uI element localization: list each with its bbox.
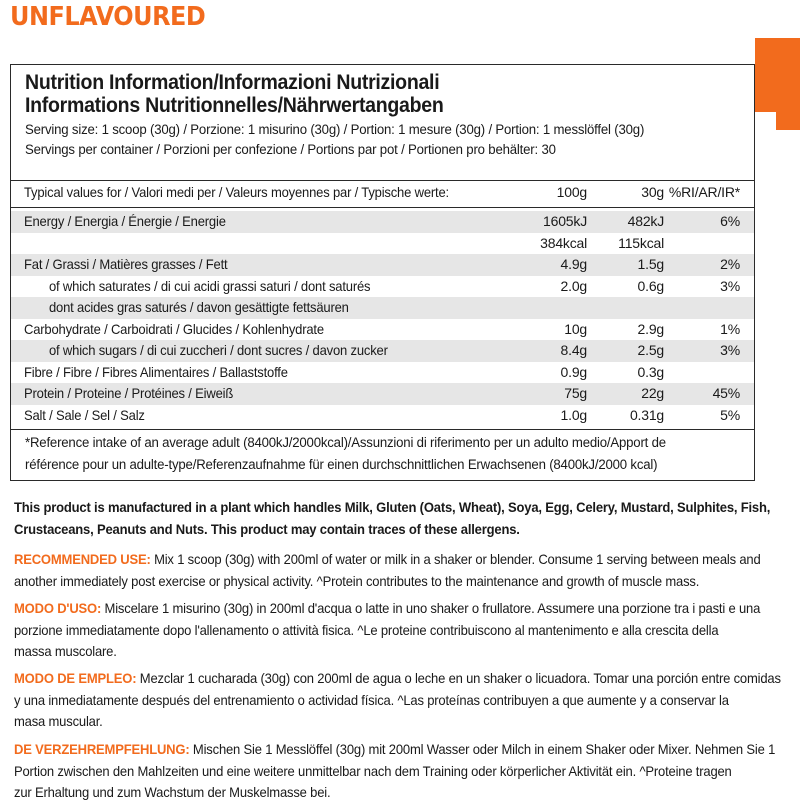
footnote-line: référence pour un adulte-type/Referenzaufnahme für einen durchschnittlichen Erwachsenen (8400kJ/2000 kcal) [25,456,658,473]
usage-es [14,668,794,733]
row-value-ri: 5% [720,406,740,423]
usage-text: zur Erhaltung und zum Wachstum der Muskelmasse bei. [14,784,331,800]
serving-size: Serving size: 1 scoop (30g) / Porzione: 1 misurino (30g) / Portion: 1 mesure (30g) / Portion: 1 messlöffel (30g) [25,122,645,138]
table-row [11,276,754,298]
row-label: Protein / Proteine / Protéines / Eiweiß [24,385,234,401]
nutrition-values-table [11,211,754,426]
row-value-100g: 4.9g [509,254,591,276]
row-value-30g: 2.9g [637,320,664,337]
column-header-30g: 30g [641,184,664,200]
orange-side-tab-lower [776,112,800,130]
nutrition-panel [10,64,755,481]
row-label: Energy / Energia / Énergie / Energie [24,213,226,229]
table-header-divider [11,207,754,208]
row-value-100g: 1.0g [560,406,587,423]
usage-text: masa muscular. [14,713,103,729]
nutrition-title-line1: Nutrition Information/Informazioni Nutrizionali [25,71,440,94]
table-row [11,211,754,233]
usage-text: Portion zwischen den Mahlzeiten und eine weitere unmittelbar nach dem Training oder körperlicher Aktivität ein. ^Proteine tragen [14,762,732,779]
column-header-label: Typical values for / Valori medi per / Valeurs moyennes par / Typische werte: [24,184,449,200]
table-row [11,319,754,341]
row-value-ri: 1% [720,320,740,337]
usage-label-en: RECOMMENDED USE: [14,551,151,567]
usage-text: Mezclar 1 cucharada (30g) con 200ml de agua o leche en un shaker o licuadora. Tomar una porción entre comidas [136,670,781,686]
row-label: Salt / Sale / Sel / Salz [24,406,145,423]
row-value-100g: 1605kJ [509,211,591,233]
table-row [11,340,754,362]
row-value-100g [509,297,591,319]
row-value-30g [591,297,668,319]
row-label: Carbohydrate / Carboidrati / Glucides / Kohlenhydrate [24,320,324,337]
usage-text: y una inmediatamente después del entrenamiento o actividad física. ^Las proteínas contribuyen a que aumente y a conservar la [14,691,729,708]
row-value-ri: 2% [668,254,754,276]
table-header-row [11,182,754,204]
usage-text: massa muscolare. [14,643,117,659]
table-top-divider [11,180,754,181]
table-row [11,254,754,276]
row-label: of which saturates / di cui acidi grassi saturi / dont saturés [49,277,371,294]
row-value-30g: 0.3g [637,363,664,380]
row-label: of which sugars / di cui zuccheri / dont sucres / davon zucker [49,342,388,358]
table-row [11,297,754,319]
flavour-heading: UNFLAVOURED [10,2,206,32]
row-value-100g: 2.0g [560,277,587,294]
row-label: Fibre / Fibre / Fibres Alimentaires / Ballaststoffe [24,363,288,380]
usage-label-it: MODO D'USO: [14,600,102,616]
table-row [11,233,754,255]
row-value-30g: 22g [591,383,668,405]
row-value-ri: 3% [720,277,740,294]
footnote-divider [11,429,754,430]
row-value-100g: 0.9g [560,363,587,380]
row-value-ri: 3% [668,340,754,362]
usage-de [14,739,794,800]
usage-label-es: MODO DE EMPLEO: [14,670,137,686]
usage-text: another immediately post exercise or physical activity. ^Protein contributes to the maintenance and growth of muscle mass. [14,572,700,589]
row-value-100g: 8.4g [509,340,591,362]
table-row [11,362,754,384]
row-value-30g: 1.5g [591,254,668,276]
row-value-ri: 6% [668,211,754,233]
nutrition-table [11,182,754,204]
usage-text: Miscelare 1 misurino (30g) in 200ml d'acqua o latte in uno shaker o frullatore. Assumere una porzione tra i pasti e una [101,600,761,616]
table-row [11,383,754,405]
column-header-ri: %RI/AR/IR* [668,184,740,200]
table-row [11,405,754,427]
row-value-ri [668,297,754,319]
usage-en [14,549,794,592]
usage-text: porzione immediatamente dopo l'allenamento o attività fisica. ^Le proteine contribuiscono al mantenimento e alla crescita della [14,621,719,638]
reference-intake-footnote [25,433,750,476]
row-value-100g: 75g [509,383,591,405]
row-value-30g: 0.31g [629,406,664,423]
usage-label-de: DE VERZEHREMPFEHLUNG: [14,741,190,757]
usage-text: Mischen Sie 1 Messlöffel (30g) mit 200ml Wasser oder Milch in einem Shaker oder Mixer. Nehmen Sie 1 [189,741,776,757]
footnote-line: *Reference intake of an average adult (8400kJ/2000kcal)/Assunzioni di riferimento per un adulto medio/Apport de [25,435,666,451]
nutrition-title-line2: Informations Nutritionnelles/Nährwertangaben [25,94,444,117]
row-value-ri [668,362,754,384]
orange-side-tab [755,38,800,112]
allergen-line: Crustaceans, Peanuts and Nuts. This product may contain traces of these allergens. [14,520,520,537]
usage-text: Mix 1 scoop (30g) with 200ml of water or milk in a shaker or blender. Consume 1 serving between meals and [150,551,761,567]
row-value-100g: 10g [564,320,587,337]
usage-it [14,598,794,663]
row-label: dont acides gras saturés / davon gesättigte fettsäuren [49,299,349,315]
row-value-30g: 482kJ [591,211,668,233]
row-value-100g: 384kcal [540,234,587,251]
allergen-statement [14,497,794,540]
servings-per-container: Servings per container / Porzioni per confezione / Portions par pot / Portionen pro behälter: 30 [25,142,556,158]
row-value-30g: 115kcal [618,234,664,251]
row-value-30g: 2.5g [591,340,668,362]
row-value-ri: 45% [668,383,754,405]
row-value-30g: 0.6g [637,277,664,294]
allergen-line: This product is manufactured in a plant which handles Milk, Gluten (Oats, Wheat), Soya, Egg, Celery, Mustard, Sulphites, Fish, [14,499,771,515]
column-header-100g: 100g [556,184,587,200]
row-value-ri [668,233,754,255]
row-label: Fat / Grassi / Matières grasses / Fett [24,256,228,272]
